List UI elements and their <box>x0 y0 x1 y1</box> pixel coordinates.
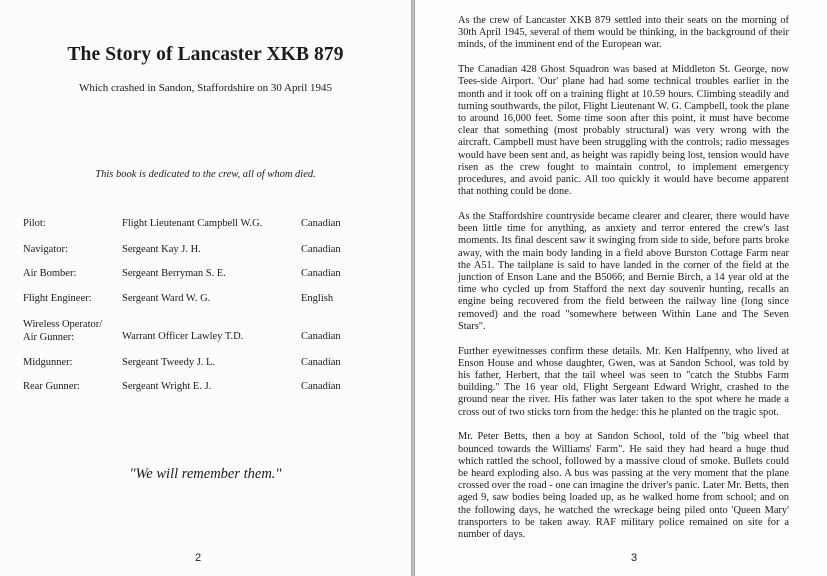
crew-name: Warrant Officer Lawley T.D. <box>122 331 244 342</box>
dedication: This book is dedicated to the crew, all of whom died. <box>95 169 316 180</box>
crew-role: Midgunner: <box>23 357 73 368</box>
crew-row-wireless-operator <box>23 319 403 349</box>
crew-nationality: Canadian <box>301 331 341 342</box>
crew-nationality: Canadian <box>301 218 341 229</box>
book-title: The Story of Lancaster XKB 879 <box>67 44 344 65</box>
crew-role <box>23 319 121 344</box>
crew-name: Sergeant Kay J. H. <box>122 244 201 255</box>
crew-role: Pilot: <box>23 218 46 229</box>
left-page <box>0 0 411 576</box>
crew-name: Flight Lieutenant Campbell W.G. <box>122 218 263 229</box>
right-page <box>415 0 827 576</box>
crew-nationality: Canadian <box>301 357 341 368</box>
crew-role: Air Bomber: <box>23 268 77 279</box>
crew-nationality: Canadian <box>301 381 341 392</box>
crew-role-line1: Wireless Operator/ <box>23 319 103 330</box>
paragraph: As the Staffordshire countryside became clearer and clearer, there would have been little time for anything, as anxiety and terror entered the crew's last moments. Its final descent saw it swinging from side to side, before parts broke away, with the main body landing in a field above Burston Cottage Farm near the A51. The tailplane is said to have landed in the corner of the field at the junction of Enson Lane and the B5066; and Bernie Birch, a 14 year old at the time who cycled up from Stafford the next day souvenir hunting, recalls an engine being recovered from the field between the railway line (long since removed) and the road "somewhere between Within Lane and The Seven Stars". <box>458 211 789 332</box>
paragraph: The Canadian 428 Ghost Squadron was based at Middleton St. George, now Tees-side Airport. 'Our' plane had had some technical troubles earlier in the month and it took off on a training flight at 10.59 hours. Climbing steadily and turning southwards, the pilot, Flight Lieutenant W. G. Campbell, took the plane to around 16,000 feet. Some time soon after this point, it must have become clear that something (most probably structural) was very wrong with the aircraft. Campbell must have been struggling with the controls; radio messages would have been sent and, as height was rapidly being lost, tension would have risen as the crew fought to maintain control, to implement emergency procedures, and avoid panic. All too quickly it would have become apparent that nothing could be done. <box>458 64 789 198</box>
crew-role-line2: Air Gunner: <box>23 331 75 343</box>
page-number-right: 3 <box>631 552 638 564</box>
crew-nationality: Canadian <box>301 244 341 255</box>
remembrance-quote: "We will remember them." <box>129 466 282 482</box>
page-number-left: 2 <box>195 552 202 564</box>
paragraph: Mr. Peter Betts, then a boy at Sandon School, told of the "big wheel that bounced towards the Williams' Farm". He said they had heard a huge thud which rattled the school, followed by a massive cloud of smoke. Bullets could be heard exploding also. A bus was passing at the very moment that the plane crossed over the road - one can imagine the driver's panic. Later Mr. Betts, then aged 9, saw bodies being loaded up, as he walked home from school; and on the following days, he watched the wreckage being piled onto 'Queen Mary' transporters to be taken away. RAF military police remained on site for a number of days. <box>458 431 789 541</box>
crew-row-rear-gunner <box>23 381 403 411</box>
paragraph: As the crew of Lancaster XKB 879 settled into their seats on the morning of 30th April 1945, several of them would be thinking, in the background of their minds, of the imminent end of the European war. <box>458 15 789 51</box>
crew-nationality: English <box>301 293 334 304</box>
book-subtitle: Which crashed in Sandon, Staffordshire on 30 April 1945 <box>78 82 333 94</box>
crew-role: Flight Engineer: <box>23 293 92 304</box>
crew-nationality: Canadian <box>301 268 341 279</box>
crew-name: Sergeant Berryman S. E. <box>122 268 226 279</box>
crew-role: Navigator: <box>23 244 68 255</box>
paragraph: Further eyewitnesses confirm these details. Mr. Ken Halfpenny, who lived at Enson House and whose daughter, Gwen, was at Sandon School, was told by his father, Herbert, that the tail wheel was seen to "catch the Stubbs Farm building." The 16 year old, Flight Sergeant Edward Wright, crashed to the ground near the river. His father was later taken to the spot where he made a cross out of two sticks torn from the hedge: this he planted on the tragic spot. <box>458 345 789 418</box>
crew-name: Sergeant Ward W. G. <box>122 293 211 304</box>
crew-name: Sergeant Wright E. J. <box>122 381 212 392</box>
story-text <box>458 15 789 554</box>
crew-name: Sergeant Tweedy J. L. <box>122 357 216 368</box>
crew-role: Rear Gunner: <box>23 381 80 392</box>
